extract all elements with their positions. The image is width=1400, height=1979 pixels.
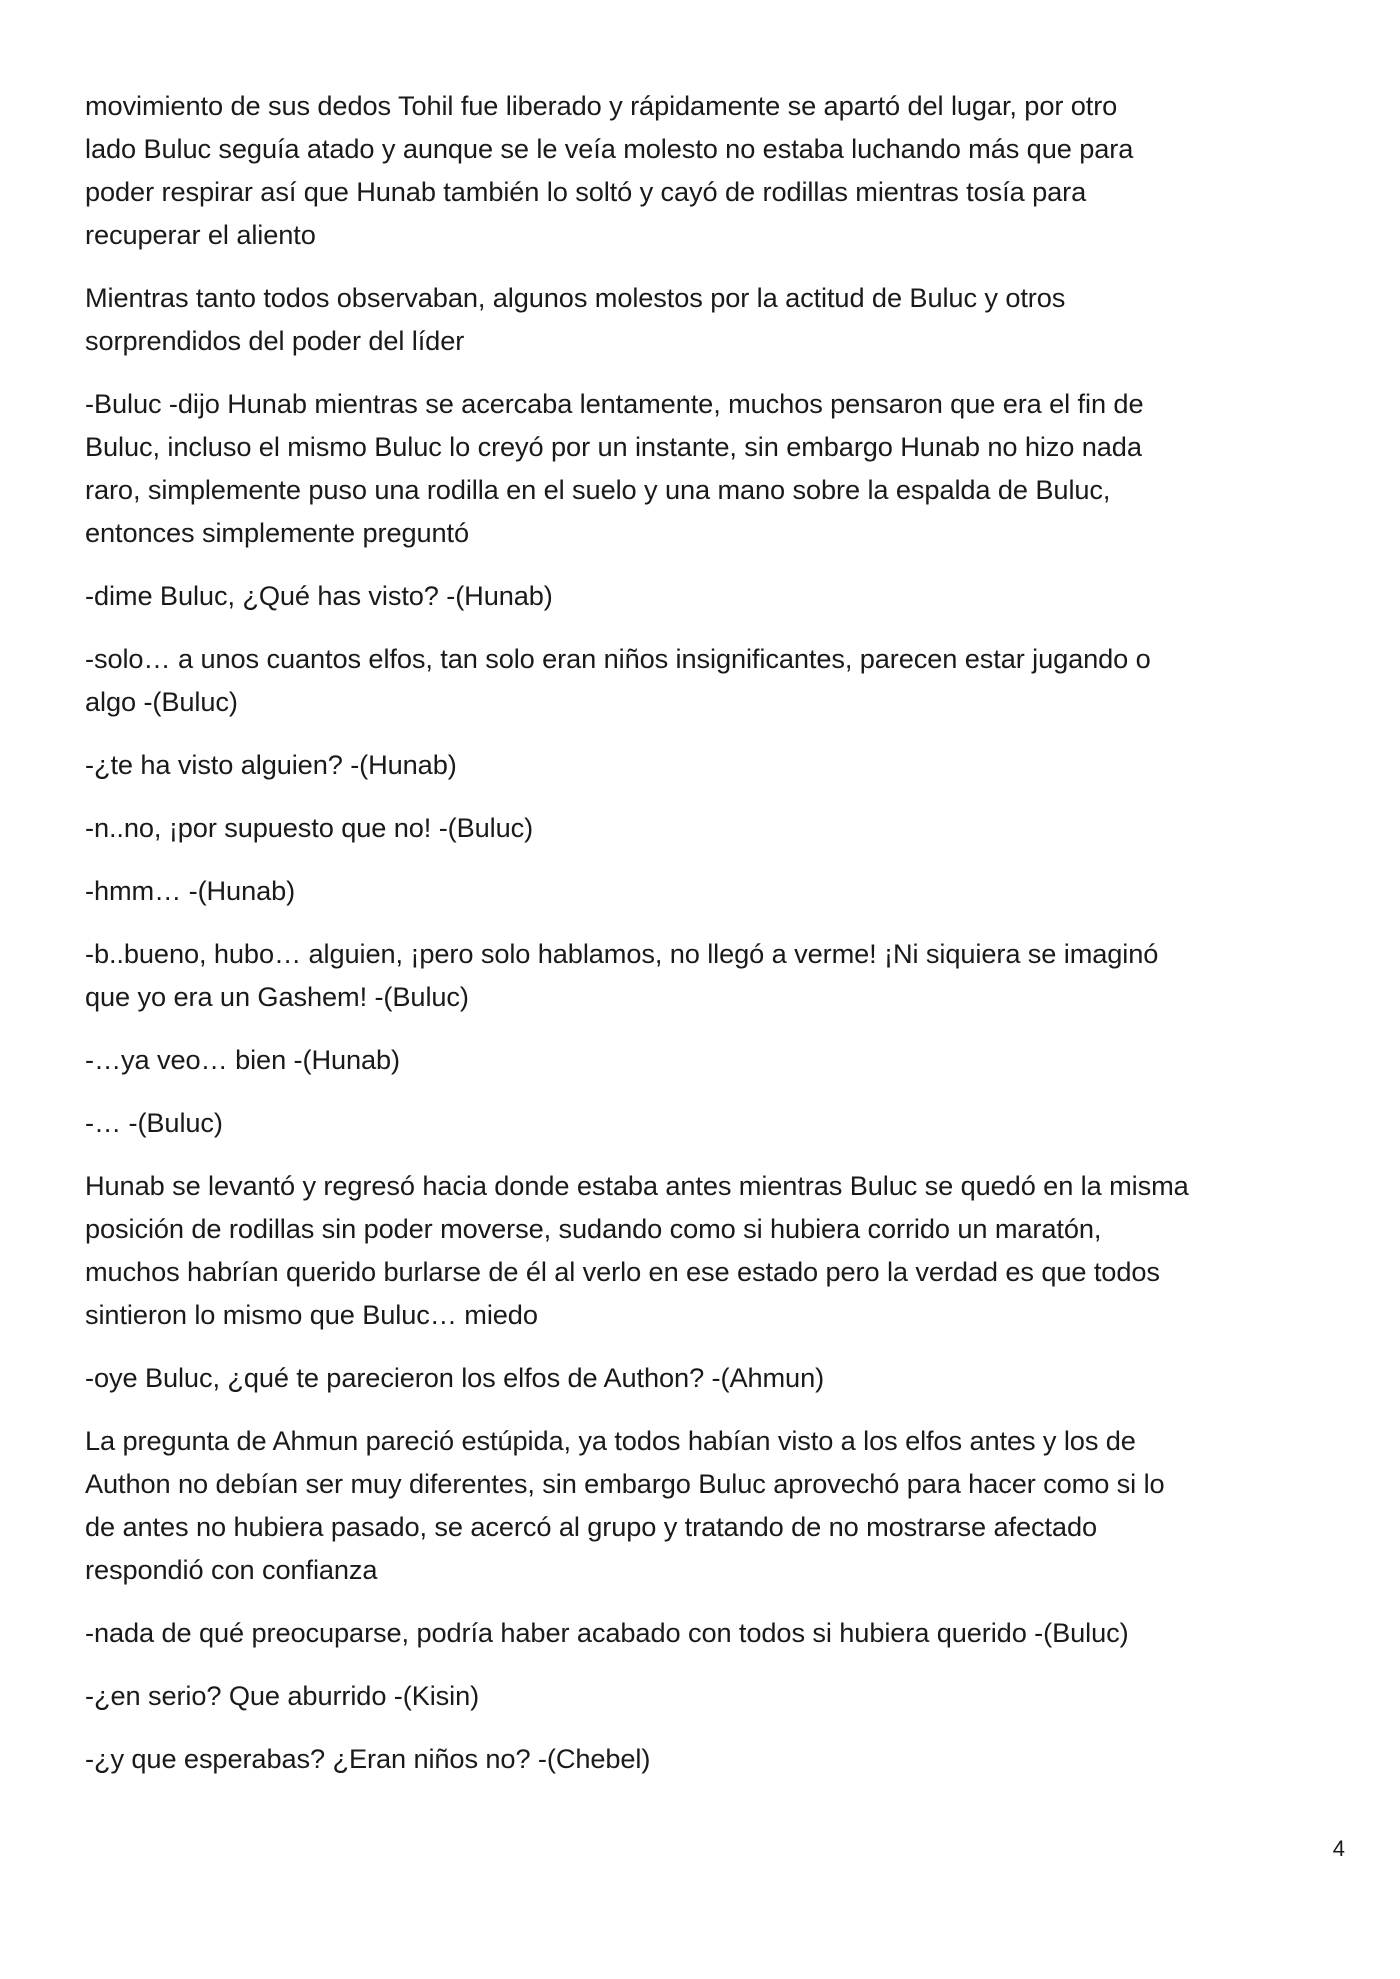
body-text — [85, 84, 1315, 1800]
dialogue-line: -¿y que esperabas? ¿Eran niños no? -(Chebel) — [85, 1743, 651, 1774]
paragraph: La pregunta de Ahmun pareció estúpida, ya todos habían visto a los elfos antes y los de Authon no debían ser muy diferentes, sin embargo Buluc aprovechó para hacer como si lo de antes no hubiera pasado, se acercó al grupo y tratando de no mostrarse afectado respondió con confianza — [85, 1425, 1165, 1585]
paragraph: movimiento de sus dedos Tohil fue liberado y rápidamente se apartó del lugar, por otro lado Buluc seguía atado y aunque se le veía molesto no estaba luchando más que para poder respirar así que Hunab también lo soltó y cayó de rodillas mientras tosía para recuperar el aliento — [85, 90, 1134, 250]
dialogue-line: -solo… a unos cuantos elfos, tan solo eran niños insignificantes, parecen estar jugando o algo -(Buluc) — [85, 643, 1151, 717]
dialogue-line: -dime Buluc, ¿Qué has visto? -(Hunab) — [85, 580, 553, 611]
dialogue-line: -n..no, ¡por supuesto que no! -(Buluc) — [85, 812, 534, 843]
dialogue-line: -¿te ha visto alguien? -(Hunab) — [85, 749, 457, 780]
dialogue-line: -… -(Buluc) — [85, 1107, 223, 1138]
dialogue-line: -hmm… -(Hunab) — [85, 875, 296, 906]
dialogue-line: -nada de qué preocuparse, podría haber acabado con todos si hubiera querido -(Buluc) — [85, 1617, 1129, 1648]
dialogue-line: -¿en serio? Que aburrido -(Kisin) — [85, 1680, 480, 1711]
dialogue-line: -…ya veo… bien -(Hunab) — [85, 1044, 401, 1075]
paragraph: -Buluc -dijo Hunab mientras se acercaba lentamente, muchos pensaron que era el fin de Buluc, incluso el mismo Buluc lo creyó por un instante, sin embargo Hunab no hizo nada raro, simplemente puso una rodilla en el suelo y una mano sobre la espalda de Buluc, entonces simplemente preguntó — [85, 388, 1144, 548]
page-number: 4 — [1332, 1836, 1345, 1861]
dialogue-line: -b..bueno, hubo… alguien, ¡pero solo hablamos, no llegó a verme! ¡Ni siquiera se imaginó que yo era un Gashem! -(Buluc) — [85, 938, 1159, 1012]
paragraph: Hunab se levantó y regresó hacia donde estaba antes mientras Buluc se quedó en la misma posición de rodillas sin poder moverse, sudando como si hubiera corrido un maratón, muchos habrían querido burlarse de él al verlo en ese estado pero la verdad es que todos sintieron lo mismo que Buluc… miedo — [85, 1170, 1189, 1330]
paragraph: Mientras tanto todos observaban, algunos molestos por la actitud de Buluc y otros sorprendidos del poder del líder — [85, 282, 1066, 356]
dialogue-line: -oye Buluc, ¿qué te parecieron los elfos de Authon? -(Ahmun) — [85, 1362, 825, 1393]
